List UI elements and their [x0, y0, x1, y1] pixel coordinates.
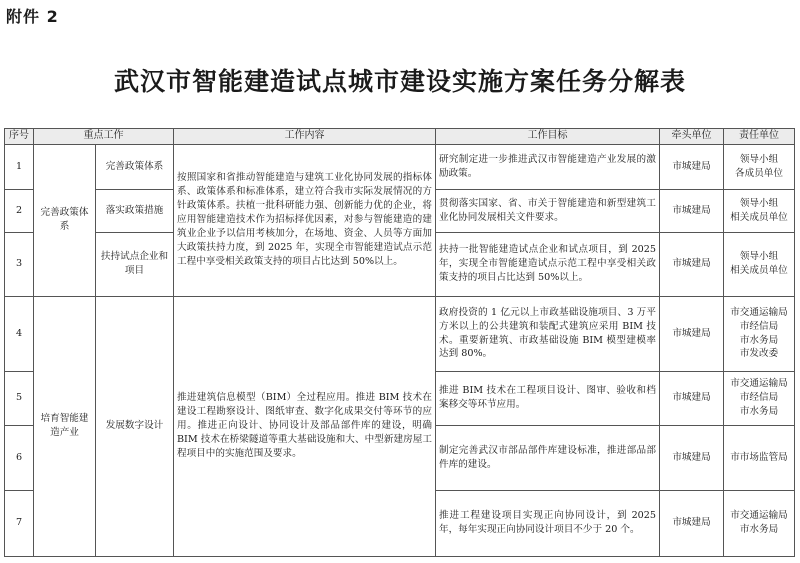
- resp-unit-line: 市发改委: [739, 348, 779, 360]
- resp-unit-line: 领导小组: [739, 197, 779, 209]
- lead-unit-cell: 市城建局: [660, 490, 724, 556]
- content-cell: 按照国家和省推动智能建造与建筑工业化协同发展的指标体系、政策体系和标准体系，建立符合我市实际发展情况的方针政策体系。扶植一批科研能力强、创新能力优的企业，将应用智能建造技术作为招标择优因素，对参与智能建造的建筑业企业予以信用考核加分，在场地、资金、人员等方面加大政策扶持力度，到 2025 年，实现全市智能建造试点示范工程中享受相关政策支持的项目占比达到 50%以上。: [174, 144, 436, 296]
- page-title: 武汉市智能建造试点城市建设实施方案任务分解表: [113, 67, 686, 96]
- resp-unit-line: 市经信局: [739, 320, 779, 332]
- resp-unit-line: 市交通运输局: [730, 378, 788, 390]
- table-row: [5, 296, 795, 371]
- resp-unit-line: 市市场监管局: [730, 451, 788, 463]
- target-cell: 推进工程建设项目实现正向协同设计，到 2025 年，每年实现正向协同设计项目不少于 20 个。: [436, 490, 660, 556]
- row-number: 1: [5, 144, 34, 189]
- col-header-key-work: 重点工作: [34, 129, 174, 145]
- resp-unit-cell: [724, 371, 795, 425]
- resp-unit-cell: [724, 296, 795, 371]
- resp-unit-line: 相关成员单位: [730, 265, 788, 276]
- sub-task-cell: 落实政策措施: [96, 189, 174, 232]
- lead-unit-cell: 市城建局: [660, 371, 724, 425]
- sub-task-cell: 扶持试点企业和项目: [96, 232, 174, 296]
- task-table: [4, 128, 795, 557]
- target-cell: 研究制定进一步推进武汉市智能建造产业发展的激励政策。: [436, 144, 660, 189]
- resp-unit-line: 领导小组: [739, 153, 779, 165]
- sub-task-cell: 发展数字设计: [96, 296, 174, 556]
- row-number: 7: [5, 490, 34, 556]
- row-number: 3: [5, 232, 34, 296]
- lead-unit-cell: 市城建局: [660, 189, 724, 232]
- content-cell: 推进建筑信息模型（BIM）全过程应用。推进 BIM 技术在建设工程勘察设计、图纸审查、数字化成果交付等环节的应用。推进正向设计、协同设计及部品部件库的建设，明确 BIM 技术在桥梁隧道等重大基础设施和大、中型新建房屋工程项目中的实施范围及要求。: [174, 296, 436, 556]
- col-header-lead-unit: 牵头单位: [660, 129, 724, 145]
- resp-unit-cell: [724, 232, 795, 296]
- attachment-label: 附件 2: [6, 7, 59, 26]
- target-cell: 推进 BIM 技术在工程项目设计、图审、验收和档案移交等环节应用。: [436, 371, 660, 425]
- resp-unit-line: 相关成员单位: [730, 211, 788, 223]
- resp-unit-cell: [724, 144, 795, 189]
- sub-task-cell: 完善政策体系: [96, 144, 174, 189]
- col-header-target: 工作目标: [436, 129, 660, 145]
- resp-unit-line: 市水务局: [739, 334, 779, 346]
- row-number: 4: [5, 296, 34, 371]
- resp-unit-line: 市水务局: [739, 405, 779, 417]
- resp-unit-line: 领导小组: [739, 251, 779, 263]
- target-cell: 贯彻落实国家、省、市关于智能建造和新型建筑工业化协同发展相关文件要求。: [436, 189, 660, 232]
- resp-unit-cell: [724, 490, 795, 556]
- resp-unit-line: 市交通运输局: [730, 510, 788, 522]
- lead-unit-cell: 市城建局: [660, 425, 724, 490]
- col-header-no: 序号: [5, 129, 34, 145]
- row-number: 2: [5, 189, 34, 232]
- group-cell: 完善政策体系: [34, 144, 96, 296]
- target-cell: 扶持一批智能建造试点企业和试点项目，到 2025 年，实现全市智能建造试点示范工程中享受相关政策支持的项目占比达到 50%以上。: [436, 232, 660, 296]
- row-number: 5: [5, 371, 34, 425]
- resp-unit-line: 市水务局: [739, 524, 779, 535]
- target-cell: 制定完善武汉市部品部件库建设标准，推进部品部件库的建设。: [436, 425, 660, 490]
- resp-unit-cell: [724, 189, 795, 232]
- resp-unit-line: 市经信局: [739, 392, 779, 404]
- row-number: 6: [5, 425, 34, 490]
- resp-unit-line: 各成员单位: [735, 167, 783, 179]
- table-header-row: [5, 129, 795, 145]
- group-cell: 培育智能建造产业: [34, 296, 96, 556]
- lead-unit-cell: 市城建局: [660, 296, 724, 371]
- lead-unit-cell: 市城建局: [660, 144, 724, 189]
- table-row: [5, 144, 795, 189]
- resp-unit-cell: [724, 425, 795, 490]
- resp-unit-line: 市交通运输局: [730, 306, 788, 318]
- target-cell: 政府投资的 1 亿元以上市政基础设施项目、3 万平方米以上的公共建筑和装配式建筑应采用 BIM 技术。重要新建筑、市政基础设施 BIM 模型建模率达到 80%。: [436, 296, 660, 371]
- lead-unit-cell: 市城建局: [660, 232, 724, 296]
- col-header-content: 工作内容: [174, 129, 436, 145]
- col-header-resp-unit: 责任单位: [724, 129, 795, 145]
